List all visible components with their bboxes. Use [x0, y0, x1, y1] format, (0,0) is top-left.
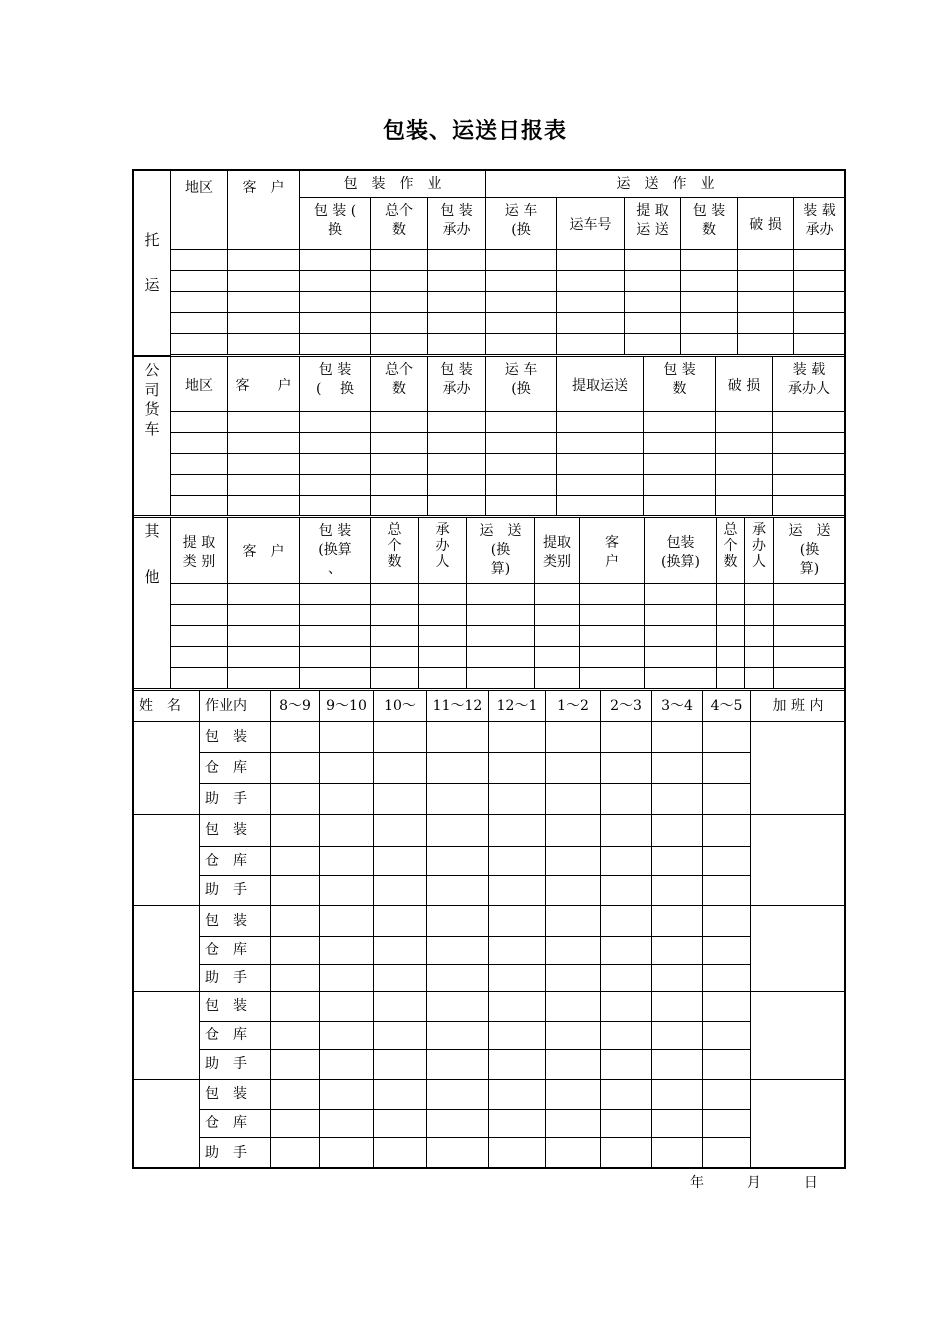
header-time-4-5: 4～5 [703, 691, 751, 722]
date-line [690, 1172, 818, 1192]
section-company-truck [133, 356, 846, 516]
header-packing-handler: 包 装 承办 [428, 357, 486, 412]
date-month: 月 [746, 1175, 761, 1191]
table-row [134, 496, 846, 516]
side-char: 车 [144, 419, 160, 438]
role-assistant: 助 手 [200, 1138, 271, 1169]
role-warehouse: 仓 库 [200, 753, 271, 784]
header-total-count-2: 总 个 数 [717, 518, 745, 584]
header-packing-converted-2: 包装 (换算) [645, 518, 717, 584]
section-other [133, 517, 846, 689]
overtime-cell [751, 1080, 846, 1169]
table-row [134, 876, 846, 906]
header-pickup-delivery: 提取运送 [557, 357, 644, 412]
header-time-2-3: 2～3 [601, 691, 652, 722]
overtime-cell [751, 815, 846, 906]
table-row [134, 992, 846, 1022]
table-row [134, 334, 846, 355]
table-row [134, 1080, 846, 1110]
header-packing-count: 包 装 数 [644, 357, 716, 412]
table-row [134, 1110, 846, 1138]
header-customer: 客 户 [228, 518, 300, 584]
header-time-12-1: 12～1 [489, 691, 546, 722]
header-total-count: 总 个 数 [371, 518, 419, 584]
header-loading-handler: 装 载 承办 [794, 198, 846, 250]
table-row [134, 965, 846, 992]
header-customer-2: 客 户 [580, 518, 645, 584]
side-char: 司 [144, 380, 160, 399]
header-truck-converted: 运 车 (换 [486, 357, 557, 412]
table-row [134, 815, 846, 847]
side-char: 运 [144, 275, 160, 294]
header-packing-converted: 包 装 ( 换 [300, 198, 371, 250]
header-packing-count: 包 装 数 [681, 198, 738, 250]
role-assistant: 助 手 [200, 876, 271, 906]
overtime-cell [751, 906, 846, 992]
header-time-11-12: 11～12 [427, 691, 489, 722]
role-warehouse: 仓 库 [200, 937, 271, 965]
table-row [134, 605, 846, 626]
header-damage: 破 损 [716, 357, 773, 412]
section-consignment [133, 170, 846, 356]
header-loading-handler: 装 载 承办人 [773, 357, 846, 412]
role-packing: 包 装 [200, 1080, 271, 1110]
side-label-other [134, 518, 171, 689]
table-row [134, 626, 846, 647]
side-char: 其 [144, 522, 160, 540]
table-row [134, 1022, 846, 1050]
header-time-3-4: 3～4 [652, 691, 703, 722]
side-char: 他 [144, 567, 160, 586]
header-pickup-type: 提 取 类 别 [171, 518, 228, 584]
table-row [134, 313, 846, 334]
name-cell [134, 992, 200, 1080]
name-cell [134, 722, 200, 815]
table-row [134, 647, 846, 668]
role-warehouse: 仓 库 [200, 1022, 271, 1050]
header-handler-2: 承 办 人 [745, 518, 774, 584]
role-warehouse: 仓 库 [200, 847, 271, 876]
overtime-cell [751, 992, 846, 1080]
header-overtime: 加 班 内 [751, 691, 846, 722]
role-assistant: 助 手 [200, 1050, 271, 1080]
header-customer: 客 户 [228, 171, 300, 250]
table-row [134, 1138, 846, 1169]
header-transport-converted-2: 运 送 (换 算) [774, 518, 846, 584]
role-assistant: 助 手 [200, 965, 271, 992]
header-transport-converted: 运 送 (换 算) [467, 518, 535, 584]
table-row [134, 937, 846, 965]
table-row [134, 753, 846, 784]
section-staff-schedule [133, 690, 846, 1169]
table-row [134, 412, 846, 433]
group-transport: 运 送 作 业 [486, 171, 846, 198]
header-customer: 客 户 [228, 357, 300, 412]
side-char: 公 [144, 361, 160, 379]
header-time-8-9: 8～9 [271, 691, 320, 722]
header-work-content: 作业内 [200, 691, 271, 722]
table-row [134, 906, 846, 937]
table-row [134, 1050, 846, 1080]
table-row [134, 668, 846, 689]
table-row [134, 271, 846, 292]
header-total-count: 总个 数 [371, 357, 428, 412]
side-label-consignment [134, 171, 171, 356]
table-row [134, 292, 846, 313]
table-row [134, 475, 846, 496]
header-packing-converted: 包 装 (换算 、 [300, 518, 371, 584]
header-time-9-10: 9～10 [320, 691, 374, 722]
table-row [134, 433, 846, 454]
table-row [134, 250, 846, 271]
page-title: 包装、运送日报表 [382, 119, 567, 144]
header-truck-number: 运车号 [557, 198, 625, 250]
side-label-company-truck [134, 357, 171, 516]
date-year: 年 [690, 1175, 704, 1191]
table-row [134, 722, 846, 753]
role-assistant: 助 手 [200, 784, 271, 815]
header-handler: 承 办 人 [419, 518, 467, 584]
table-row [134, 454, 846, 475]
side-char: 托 [144, 231, 160, 249]
header-time-1-2: 1～2 [546, 691, 601, 722]
table-row [134, 847, 846, 876]
role-packing: 包 装 [200, 992, 271, 1022]
header-total-count: 总个 数 [371, 198, 428, 250]
role-packing: 包 装 [200, 815, 271, 847]
table-row [134, 584, 846, 605]
group-packing: 包 装 作 业 [300, 171, 486, 198]
role-warehouse: 仓 库 [200, 1110, 271, 1138]
header-packing-handler: 包 装 承办 [428, 198, 486, 250]
role-packing: 包 装 [200, 722, 271, 753]
header-truck-converted: 运 车 (换 [486, 198, 557, 250]
header-damage: 破 损 [738, 198, 794, 250]
name-cell [134, 1080, 200, 1169]
overtime-cell [751, 722, 846, 815]
header-time-10-11: 10～ [374, 691, 427, 722]
header-region: 地区 [171, 357, 228, 412]
header-pickup-delivery: 提 取 运 送 [625, 198, 681, 250]
side-char: 货 [144, 400, 160, 418]
table-row [134, 784, 846, 815]
role-packing: 包 装 [200, 906, 271, 937]
header-region: 地区 [171, 171, 228, 250]
header-packing-converted: 包 装 ( 换 [300, 357, 371, 412]
date-day: 日 [803, 1175, 818, 1191]
name-cell [134, 906, 200, 992]
name-cell [134, 815, 200, 906]
header-pickup-type-2: 提取 类别 [535, 518, 580, 584]
header-name: 姓 名 [134, 691, 200, 722]
